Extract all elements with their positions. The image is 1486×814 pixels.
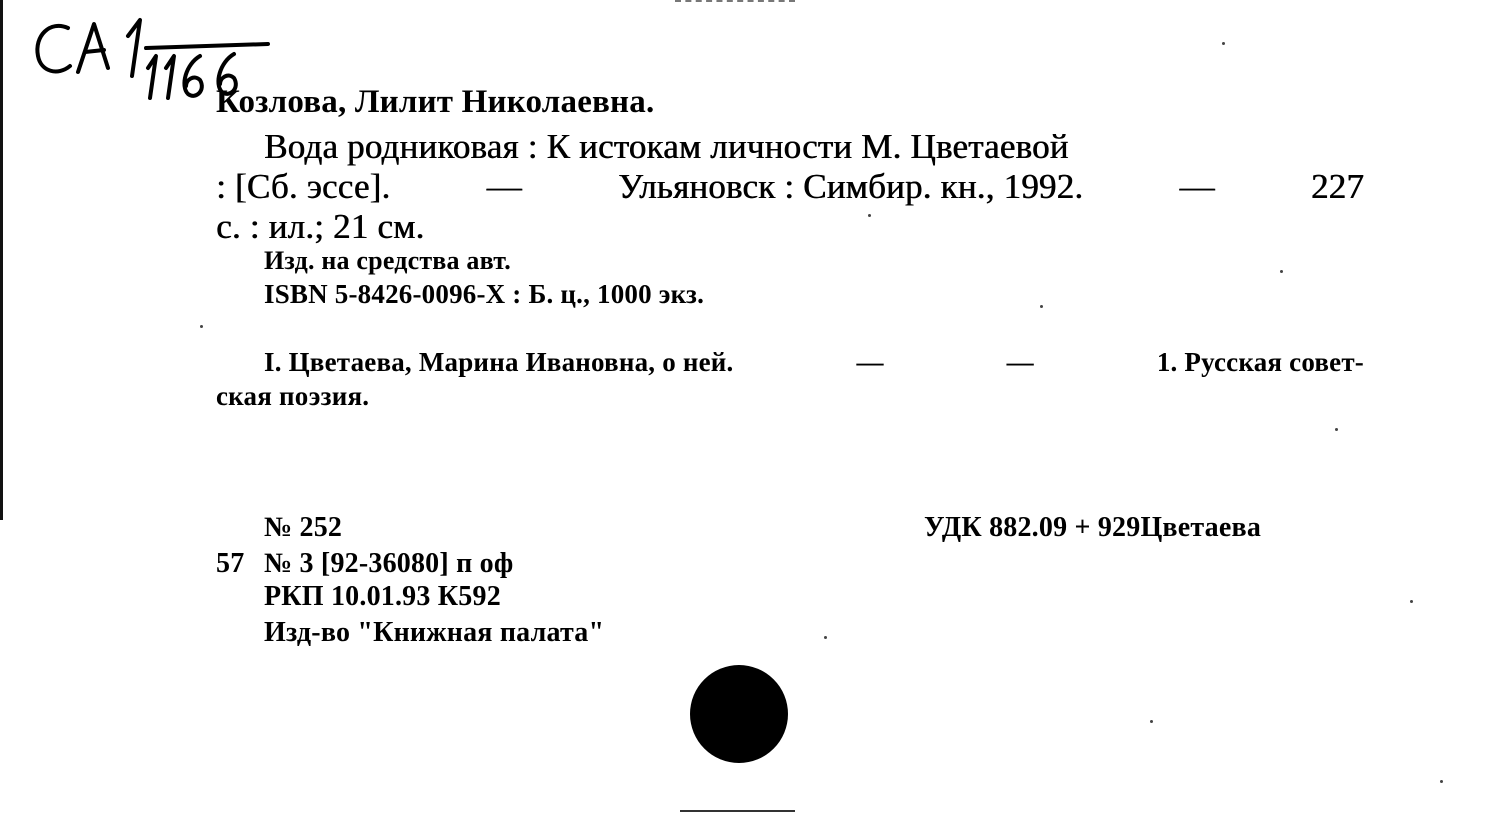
card-number: № 252 <box>264 512 343 543</box>
subject-line-1-part-a: I. Цветаева, Марина Ивановна, о ней. <box>264 347 734 377</box>
rkp-line: РКП 10.01.93 К592 <box>264 581 501 612</box>
subject-line-1-part-d: 1. Русская совет- <box>1156 347 1364 377</box>
order-number: № 3 [92-36080] п оф <box>264 548 514 579</box>
scan-speck <box>1280 270 1283 273</box>
publication-note: Изд. на средства авт. <box>264 246 511 275</box>
subject-line-1-dash-1: — <box>856 347 884 377</box>
card-punch-hole <box>690 665 788 763</box>
title-line-1: Вода родниковая : К истокам личности М. Цветаевой <box>264 127 1069 166</box>
title-line-2-part-c: Ульяновск : Симбир. кн., 1992. <box>617 167 1084 206</box>
udk-classification: УДК 882.09 + 929Цветаева <box>924 512 1262 543</box>
title-line-2-part-a: : [Сб. эссе]. <box>216 167 391 206</box>
scan-speck <box>1222 42 1225 45</box>
isbn-line: ISBN 5-8426-0096-X : Б. ц., 1000 экз. <box>264 279 705 309</box>
scan-speck <box>1335 428 1338 431</box>
author-heading: Козлова, Лилит Николаевна. <box>216 84 655 120</box>
card-bottom-mark <box>680 810 795 812</box>
scan-speck <box>1150 720 1153 723</box>
card-left-edge <box>0 0 3 520</box>
title-line-2-part-e: 227 <box>1310 167 1364 206</box>
scan-speck <box>1440 780 1443 783</box>
scan-speck <box>868 214 871 217</box>
title-line-2-dash-1: — <box>486 167 522 206</box>
title-line-2-dash-2: — <box>1179 167 1215 206</box>
subject-line-1 <box>264 347 1364 378</box>
scan-speck <box>824 636 827 639</box>
card-top-mark <box>675 0 795 4</box>
scan-speck <box>200 325 203 328</box>
title-line-2 <box>216 167 1364 207</box>
subject-line-2: ская поэзия. <box>216 381 370 411</box>
scan-speck <box>1040 305 1043 308</box>
publisher-line: Изд-во "Книжная палата" <box>264 617 605 648</box>
order-prefix: 57 <box>216 548 245 579</box>
scan-speck <box>1410 600 1413 603</box>
subject-line-1-dash-2: — <box>1006 347 1034 377</box>
title-line-3: с. : ил.; 21 см. <box>216 207 425 246</box>
